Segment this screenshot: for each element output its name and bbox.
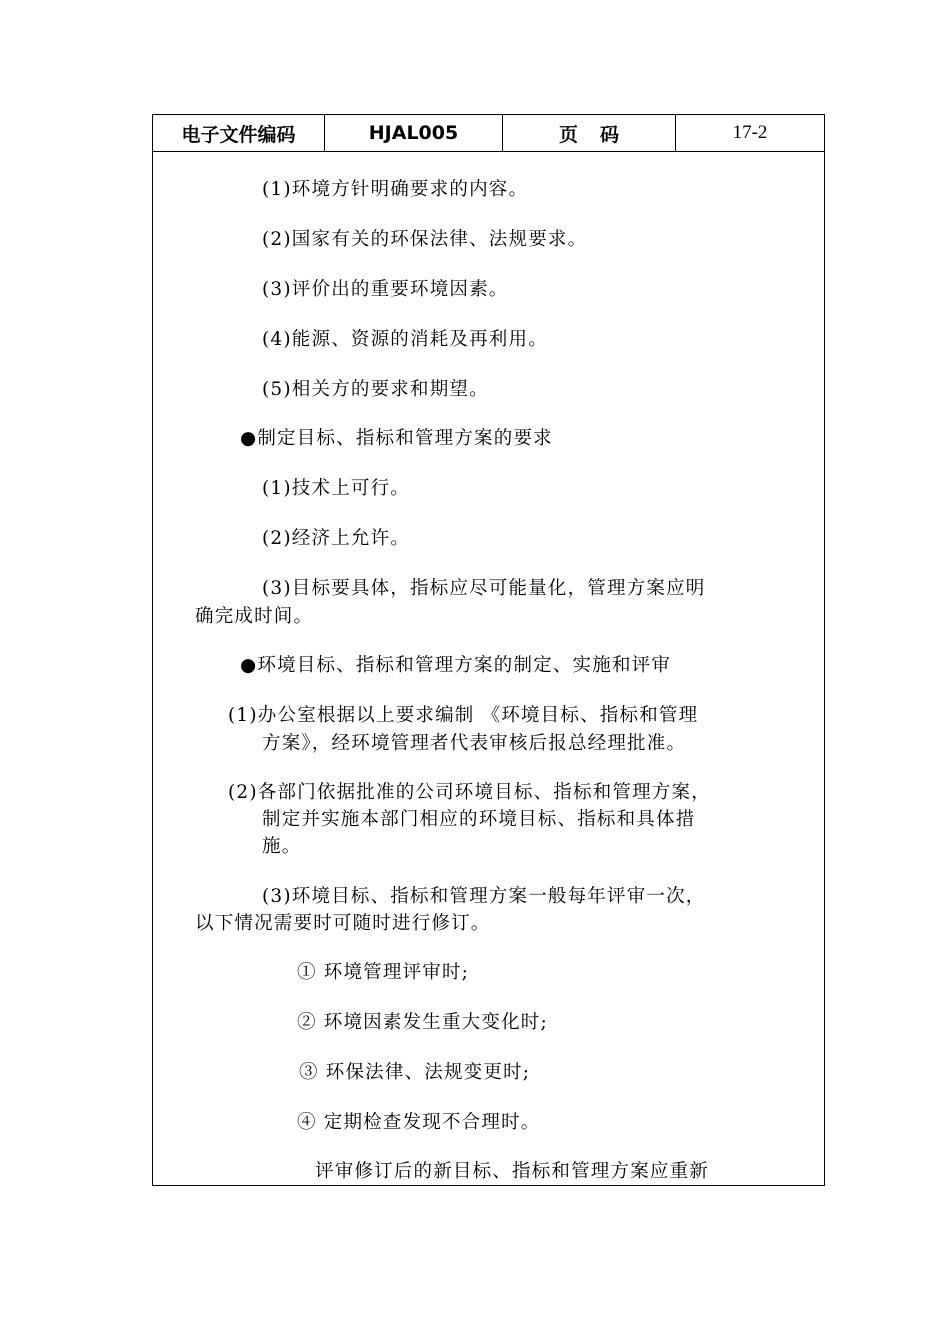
section1-item3-line2: 确完成时间。 xyxy=(195,606,314,627)
section2-item1-line2: 方案》，经环境管理者代表审核后报总经理批准。 xyxy=(262,733,687,754)
section2-item2-line3: 施。 xyxy=(262,836,302,857)
section2-item2-line1: (2)各部门依据批准的公司环境目标、指标和管理方案， xyxy=(228,782,711,803)
section1-title: ●制定目标、指标和管理方案的要求 xyxy=(240,428,553,449)
header-row xyxy=(153,115,824,152)
page-value: 17-2 xyxy=(732,122,768,143)
policy-item: (3)评价出的重要环境因素。 xyxy=(262,279,509,300)
section2-item3-line2: 以下情况需要时可随时进行修订。 xyxy=(195,913,491,934)
policy-item: (1)环境方针明确要求的内容。 xyxy=(262,179,529,200)
section2-item3-line1: (3)环境目标、指标和管理方案一般每年评审一次， xyxy=(262,886,706,907)
policy-item: (4)能源、资源的消耗及再利用。 xyxy=(262,329,548,350)
policy-item: (2)国家有关的环保法律、法规要求。 xyxy=(262,229,588,250)
review-case: ② 环境因素发生重大变化时; xyxy=(297,1012,548,1033)
section2-item1-line1: (1)办公室根据以上要求编制 《环境目标、指标和管理 xyxy=(228,705,699,726)
section2-title: ●环境目标、指标和管理方案的制定、实施和评审 xyxy=(240,655,672,676)
review-case: ③ 环保法律、法规变更时; xyxy=(299,1062,531,1083)
closing-line: 评审修订后的新目标、指标和管理方案应重新 xyxy=(315,1161,710,1182)
review-case: ① 环境管理评审时; xyxy=(297,962,470,983)
section1-item: (2)经济上允许。 xyxy=(262,528,411,549)
policy-item: (5)相关方的要求和期望。 xyxy=(262,379,489,400)
page-label: 页码 xyxy=(503,115,676,151)
code-label: 电子文件编码 xyxy=(153,115,325,151)
section1-item: (1)技术上可行。 xyxy=(262,478,411,499)
code-value: HJAL005 xyxy=(325,115,503,151)
section1-item3-line1: (3)目标要具体，指标应尽可能量化，管理方案应明 xyxy=(262,578,706,599)
review-case: ④ 定期检查发现不合理时。 xyxy=(297,1112,541,1133)
section2-item2-line2: 制定并实施本部门相应的环境目标、指标和具体措 xyxy=(262,809,696,830)
